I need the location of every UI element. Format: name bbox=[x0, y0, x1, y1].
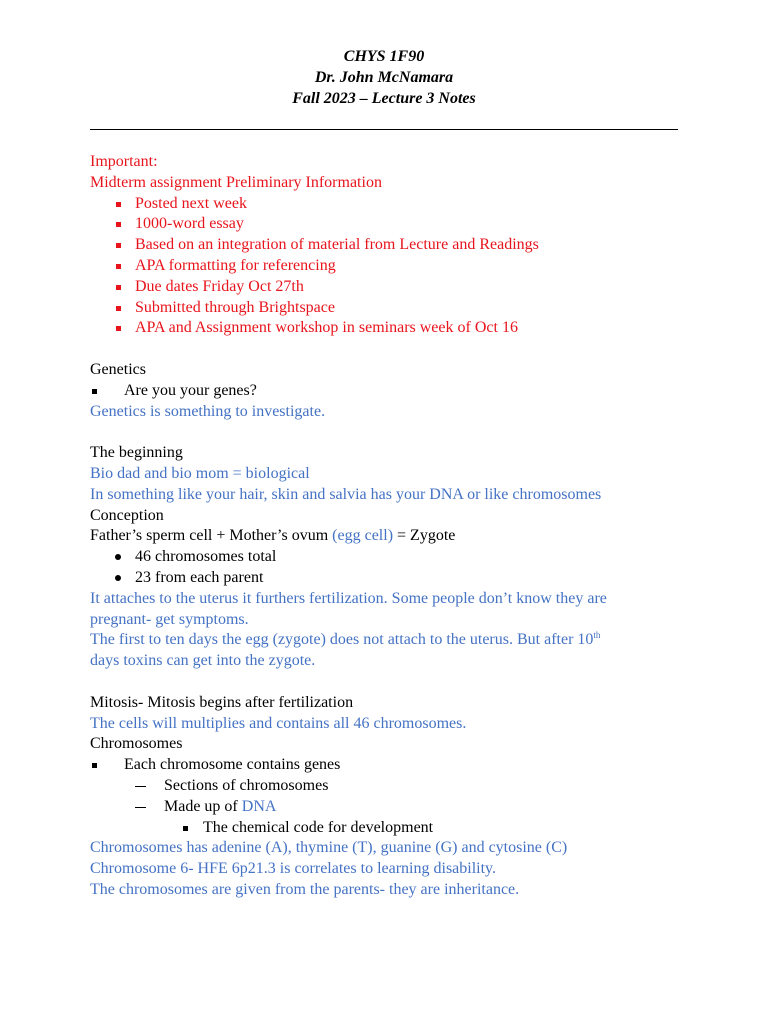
list-item: Due dates Friday Oct 27th bbox=[90, 277, 690, 298]
dash-bullet-icon bbox=[135, 807, 146, 809]
chromosomes-note: Chromosomes has adenine (A), thymine (T), guanine (G) and cytosine (C) bbox=[90, 839, 568, 857]
document-header bbox=[0, 46, 768, 109]
header-divider bbox=[90, 129, 678, 130]
zygote-line: Father’s sperm cell + Mother’s ovum (egg cell) = Zygote bbox=[90, 527, 456, 545]
square-bullet-icon bbox=[92, 763, 97, 768]
list-item: The chemical code for development bbox=[90, 818, 690, 839]
square-bullet-icon bbox=[183, 826, 188, 831]
list-item: Made up of DNA bbox=[90, 797, 690, 818]
square-bullet-icon bbox=[116, 285, 121, 290]
notes-body bbox=[90, 152, 690, 901]
lecture-title: Fall 2023 – Lecture 3 Notes bbox=[292, 90, 476, 107]
square-bullet-icon bbox=[116, 264, 121, 269]
mitosis-note: The cells will multiplies and contains all 46 chromosomes. bbox=[90, 714, 467, 732]
dash-bullet-icon bbox=[135, 786, 146, 788]
list-item: Sections of chromosomes bbox=[90, 776, 690, 797]
course-code: CHYS 1F90 bbox=[343, 48, 425, 65]
list-item: 23 from each parent bbox=[90, 568, 690, 589]
genetics-heading: Genetics bbox=[90, 360, 146, 378]
chromosomes-note: The chromosomes are given from the parents- they are inheritance. bbox=[90, 880, 520, 898]
midterm-subheading: Midterm assignment Preliminary Information bbox=[90, 173, 382, 191]
spacer bbox=[90, 339, 690, 360]
list-item: 1000-word essay bbox=[90, 214, 690, 235]
square-bullet-icon bbox=[116, 202, 121, 207]
toxins-note: days toxins can get into the zygote. bbox=[90, 652, 316, 670]
instructor-name: Dr. John McNamara bbox=[314, 69, 454, 86]
spacer bbox=[90, 422, 690, 443]
beginning-heading: The beginning bbox=[90, 444, 183, 462]
list-item: Submitted through Brightspace bbox=[90, 298, 690, 319]
square-bullet-icon bbox=[116, 306, 121, 311]
mitosis-heading: Mitosis- Mitosis begins after fertilization bbox=[90, 693, 354, 711]
attachment-note: pregnant- get symptoms. bbox=[90, 610, 249, 628]
list-item: APA formatting for referencing bbox=[90, 256, 690, 277]
attachment-note: It attaches to the uterus it furthers fertilization. Some people don’t know they are bbox=[90, 589, 607, 607]
toxins-note: The first to ten days the egg (zygote) does not attach to the uterus. But after 10th bbox=[90, 630, 601, 649]
chromosomes-note: Chromosome 6- HFE 6p21.3 is correlates to learning disability. bbox=[90, 860, 497, 878]
list-item: Based on an integration of material from Lecture and Readings bbox=[90, 235, 690, 256]
list-item: APA and Assignment workshop in seminars week of Oct 16 bbox=[90, 318, 690, 339]
list-item: Each chromosome contains genes bbox=[90, 755, 690, 776]
list-item: 46 chromosomes total bbox=[90, 547, 690, 568]
conception-heading: Conception bbox=[90, 506, 164, 524]
round-bullet-icon bbox=[115, 554, 121, 560]
beginning-note: Bio dad and bio mom = biological bbox=[90, 464, 310, 482]
list-item: Posted next week bbox=[90, 194, 690, 215]
square-bullet-icon bbox=[116, 243, 121, 248]
round-bullet-icon bbox=[115, 575, 121, 581]
chromosomes-heading: Chromosomes bbox=[90, 735, 183, 753]
important-heading: Important: bbox=[90, 153, 158, 170]
square-bullet-icon bbox=[116, 222, 121, 227]
list-item: Are you your genes? bbox=[90, 381, 690, 402]
beginning-note: In something like your hair, skin and salvia has your DNA or like chromosomes bbox=[90, 485, 602, 503]
superscript: th bbox=[593, 630, 601, 641]
square-bullet-icon bbox=[116, 326, 121, 331]
genetics-note: Genetics is something to investigate. bbox=[90, 402, 326, 420]
spacer bbox=[90, 672, 690, 693]
square-bullet-icon bbox=[92, 389, 97, 394]
